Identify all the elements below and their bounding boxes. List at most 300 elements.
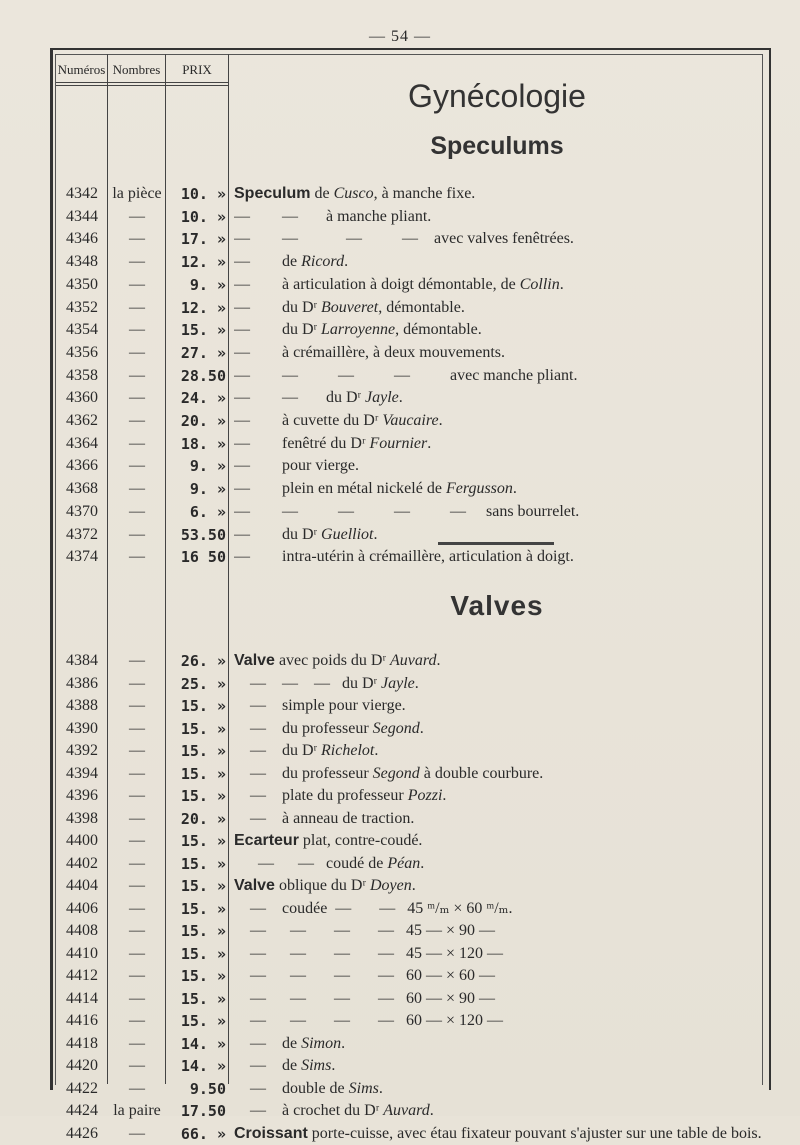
- desc-text: coudée — — 45 ᵐ/ₘ × 60 ᵐ/ₘ.: [270, 899, 513, 917]
- item-description: [234, 718, 764, 740]
- item-quantity: —: [129, 343, 145, 361]
- desc-text: oblique du Dʳ: [274, 877, 370, 894]
- desc-prefix: —: [234, 989, 270, 1007]
- desc-text: — — — 60 — × 60 —: [270, 967, 496, 984]
- desc-text: — — du Dʳ: [270, 674, 382, 692]
- item-description: [234, 1055, 764, 1077]
- item-price: 66. »: [180, 1124, 226, 1143]
- item-number: 4404: [66, 877, 98, 894]
- item-description: [234, 740, 764, 762]
- table-row: [56, 1010, 766, 1032]
- desc-text: plein en métal nickelé de: [254, 480, 446, 498]
- desc-prefix: —: [234, 1034, 270, 1052]
- item-quantity: —: [129, 944, 145, 962]
- item-quantity: —: [129, 989, 145, 1007]
- table-row: [56, 342, 766, 364]
- table-row: [56, 718, 766, 740]
- desc-text: fenêtré du Dʳ: [254, 434, 370, 452]
- desc-suffix: .: [420, 854, 425, 872]
- desc-prefix: —: [234, 1079, 270, 1097]
- table-row: [56, 853, 766, 875]
- item-number: 4350: [66, 275, 98, 293]
- desc-text: — — — 45 — × 120 —: [270, 944, 504, 962]
- item-number: 4414: [66, 989, 98, 1007]
- item-price: 14. »: [180, 1057, 226, 1075]
- desc-text: — — — — sans bourrelet.: [254, 502, 580, 520]
- desc-italic: Richelot: [321, 742, 375, 759]
- desc-bold: Croissant: [234, 1124, 308, 1142]
- item-number: 4426: [66, 1124, 98, 1142]
- desc-prefix: —: [234, 253, 254, 271]
- item-description: [234, 1123, 764, 1145]
- table-row: [56, 740, 766, 762]
- item-number: 4356: [66, 343, 98, 361]
- desc-suffix: .: [344, 253, 349, 271]
- item-quantity: —: [129, 230, 145, 248]
- item-price: 12. »: [180, 253, 226, 272]
- item-description: [234, 524, 764, 546]
- desc-bold: Valve: [234, 877, 275, 894]
- desc-prefix: —: [234, 343, 254, 361]
- desc-italic: Fournier: [369, 434, 428, 452]
- table-row: [56, 478, 766, 500]
- item-price: 12. »: [180, 298, 226, 317]
- item-price: 15. »: [180, 832, 226, 850]
- item-description: [234, 650, 764, 672]
- item-quantity: —: [129, 742, 145, 759]
- item-price: 15. »: [180, 697, 226, 715]
- item-description: [234, 1100, 764, 1122]
- item-price: 15. »: [180, 787, 226, 805]
- item-quantity: —: [129, 1057, 145, 1074]
- item-quantity: —: [129, 457, 145, 475]
- item-description: [234, 695, 764, 717]
- desc-text: plate du professeur: [270, 787, 408, 804]
- item-description: [234, 763, 764, 785]
- item-number: 4362: [66, 412, 98, 429]
- table-row: [56, 297, 766, 319]
- desc-italic: Vaucaire: [382, 412, 439, 429]
- desc-suffix: .: [341, 1034, 346, 1052]
- desc-text: — — — 60 — × 90 —: [270, 989, 496, 1007]
- item-quantity: —: [129, 1124, 145, 1142]
- item-number: 4422: [66, 1079, 98, 1097]
- desc-italic: Guelliot: [321, 525, 374, 543]
- item-price: 28.50: [180, 366, 226, 385]
- desc-text: du Dʳ: [254, 321, 322, 339]
- item-number: 4416: [66, 1012, 98, 1029]
- item-quantity: —: [129, 1079, 145, 1097]
- item-number: 4364: [66, 434, 98, 452]
- item-description: [234, 319, 764, 341]
- desc-prefix: —: [234, 854, 278, 872]
- desc-prefix: —: [234, 674, 270, 692]
- desc-italic: Doyen: [369, 877, 412, 894]
- item-number: 4394: [66, 764, 98, 782]
- item-quantity: —: [129, 652, 145, 669]
- desc-suffix: .: [398, 389, 403, 407]
- item-quantity: —: [129, 207, 145, 225]
- table-row: [56, 546, 766, 568]
- desc-suffix: .: [438, 412, 443, 429]
- item-description: [234, 1033, 764, 1055]
- desc-prefix: —: [234, 321, 254, 339]
- item-quantity: la pièce: [112, 185, 162, 202]
- item-quantity: —: [129, 298, 145, 316]
- desc-prefix: —: [234, 548, 254, 566]
- item-quantity: —: [129, 412, 145, 429]
- item-price: 14. »: [180, 1034, 226, 1053]
- desc-italic: Auvard: [383, 1102, 430, 1119]
- item-number: 4354: [66, 321, 98, 339]
- table-row: [56, 830, 766, 852]
- item-quantity: —: [129, 967, 145, 984]
- item-description: [234, 183, 764, 205]
- desc-bold: Valve: [234, 652, 275, 669]
- item-quantity: —: [129, 366, 145, 384]
- item-quantity: —: [129, 697, 145, 714]
- item-quantity: —: [129, 253, 145, 271]
- desc-prefix: —: [234, 389, 254, 407]
- desc-suffix: .: [373, 525, 378, 543]
- section-title-valves: Valves: [450, 590, 544, 621]
- item-price: 16 50: [180, 548, 226, 567]
- item-number: 4424: [66, 1102, 98, 1119]
- desc-bold: Ecarteur: [234, 832, 299, 849]
- item-number: 4392: [66, 742, 98, 759]
- item-quantity: —: [129, 548, 145, 566]
- item-number: 4344: [66, 207, 98, 225]
- item-quantity: la paire: [113, 1102, 161, 1119]
- item-quantity: —: [129, 809, 145, 827]
- item-price: 18. »: [180, 434, 226, 453]
- item-description: [234, 387, 764, 409]
- desc-italic: Segond: [372, 764, 420, 782]
- desc-prefix: —: [234, 275, 254, 293]
- item-quantity: —: [129, 434, 145, 452]
- table-row: [56, 410, 766, 432]
- table-row: [56, 274, 766, 296]
- item-description: [234, 988, 764, 1010]
- desc-text: — à manche pliant.: [254, 207, 432, 225]
- item-description: [234, 673, 764, 695]
- desc-text: intra-utérin à crémaillère, articulation à doigt.: [254, 548, 574, 566]
- table-row: [56, 875, 766, 897]
- desc-prefix: —: [234, 1102, 270, 1119]
- item-price: 26. »: [180, 652, 226, 670]
- item-number: 4346: [66, 230, 98, 248]
- desc-italic: Bouveret: [321, 298, 379, 316]
- desc-text: à anneau de traction.: [270, 809, 415, 827]
- item-description: [234, 206, 764, 228]
- desc-text: de: [310, 185, 334, 202]
- item-price: 15. »: [180, 854, 226, 873]
- item-number: 4366: [66, 457, 98, 475]
- item-price: 15. »: [180, 321, 226, 340]
- item-quantity: —: [129, 787, 145, 804]
- desc-suffix: , démontable.: [378, 298, 465, 316]
- table-row: [56, 206, 766, 228]
- desc-text: du Dʳ: [254, 525, 322, 543]
- item-price: 20. »: [180, 809, 226, 828]
- table-row: [56, 965, 766, 987]
- item-description: [234, 875, 764, 897]
- desc-suffix: .: [427, 434, 432, 452]
- item-number: 4408: [66, 922, 98, 939]
- desc-text: plat, contre-coudé.: [298, 832, 423, 849]
- desc-prefix: —: [234, 967, 270, 984]
- item-number: 4360: [66, 389, 98, 407]
- item-quantity: —: [129, 922, 145, 939]
- desc-italic: Larroyenne: [321, 321, 396, 339]
- item-price: 15. »: [180, 989, 226, 1008]
- desc-text: de: [270, 1057, 302, 1074]
- table-row: [56, 228, 766, 250]
- desc-text: à cuvette du Dʳ: [254, 412, 383, 429]
- item-number: 4374: [66, 548, 98, 566]
- desc-italic: Auvard: [389, 652, 437, 669]
- header-numeros: Numéros: [57, 62, 106, 77]
- desc-suffix: .: [512, 480, 517, 498]
- desc-italic: Pozzi: [407, 787, 443, 804]
- desc-text: à crochet du Dʳ: [270, 1102, 384, 1119]
- desc-prefix: —: [234, 207, 254, 225]
- item-number: 4384: [66, 652, 98, 669]
- table-row: [56, 808, 766, 830]
- desc-suffix: .: [378, 1079, 383, 1097]
- desc-text: — — — avec valves fenêtrées.: [254, 230, 574, 248]
- desc-text: de: [270, 1034, 302, 1052]
- item-price: 9.50: [189, 1079, 226, 1098]
- desc-text: porte-cuisse, avec étau fixateur pouvant s'ajuster sur une table de bois.: [307, 1124, 762, 1142]
- desc-text: — du Dʳ: [254, 389, 366, 407]
- desc-text: simple pour vierge.: [270, 697, 406, 714]
- item-price: 6. »: [189, 502, 226, 521]
- item-number: 4390: [66, 719, 98, 737]
- item-quantity: —: [129, 275, 145, 293]
- item-quantity: —: [129, 764, 145, 782]
- section-title-speculums: Speculums: [430, 132, 564, 160]
- item-quantity: —: [129, 719, 145, 737]
- desc-prefix: —: [234, 457, 254, 475]
- item-number: 4386: [66, 674, 98, 692]
- item-quantity: —: [129, 502, 145, 520]
- table-row: [56, 1078, 766, 1100]
- item-price: 27. »: [180, 343, 226, 362]
- item-number: 4398: [66, 809, 98, 827]
- desc-italic: Cusco: [333, 185, 374, 202]
- item-description: [234, 410, 764, 432]
- item-number: 4342: [66, 185, 98, 202]
- item-number: 4368: [66, 480, 98, 498]
- desc-italic: Ricord: [301, 253, 345, 271]
- desc-text: à crémaillère, à deux mouvements.: [254, 343, 506, 361]
- item-number: 4372: [66, 525, 98, 543]
- item-number: 4388: [66, 697, 98, 714]
- desc-prefix: —: [234, 1057, 270, 1074]
- desc-text: avec poids du Dʳ: [274, 652, 390, 669]
- item-description: [234, 965, 764, 987]
- item-price: 9. »: [189, 275, 226, 294]
- item-number: 4410: [66, 944, 98, 962]
- item-description: [234, 478, 764, 500]
- desc-prefix: —: [234, 809, 270, 827]
- desc-text: du professeur: [270, 764, 373, 782]
- desc-italic: Jayle: [365, 389, 399, 407]
- item-description: [234, 898, 764, 920]
- desc-suffix: .: [559, 275, 564, 293]
- desc-prefix: —: [234, 787, 270, 804]
- table-row: [56, 988, 766, 1010]
- item-description: [234, 546, 764, 568]
- item-description: [234, 365, 764, 387]
- desc-prefix: —: [234, 298, 254, 316]
- item-price: 15. »: [180, 944, 226, 963]
- table-row: [56, 319, 766, 341]
- item-price: 15. »: [180, 742, 226, 760]
- desc-text: du Dʳ: [254, 298, 322, 316]
- desc-italic: Sims: [348, 1079, 379, 1097]
- desc-text: — — — 60 — × 120 —: [270, 1012, 504, 1029]
- desc-bold: Speculum: [234, 185, 311, 202]
- item-price: 53.50: [180, 525, 226, 544]
- item-description: [234, 455, 764, 477]
- desc-suffix: .: [419, 719, 424, 737]
- item-price: 9. »: [189, 480, 226, 499]
- item-number: 4400: [66, 832, 98, 849]
- desc-prefix: —: [234, 412, 254, 429]
- item-price: 9. »: [189, 457, 226, 476]
- desc-suffix: .: [331, 1057, 336, 1074]
- desc-text: double de: [270, 1079, 349, 1097]
- item-number: 4420: [66, 1057, 98, 1074]
- item-quantity: —: [129, 389, 145, 407]
- table-row: [56, 1033, 766, 1055]
- table-row: [56, 650, 766, 672]
- desc-text: à articulation à doigt démontable, de: [254, 275, 520, 293]
- item-description: [234, 251, 764, 273]
- desc-text: — — — 45 — × 90 —: [270, 922, 496, 939]
- desc-suffix: , démontable.: [395, 321, 482, 339]
- item-description: [234, 433, 764, 455]
- table-row: [56, 785, 766, 807]
- item-price: 15. »: [180, 899, 226, 918]
- desc-text: pour vierge.: [254, 457, 360, 475]
- desc-prefix: —: [234, 230, 254, 248]
- table-row: [56, 898, 766, 920]
- table-row: [56, 455, 766, 477]
- desc-italic: Jayle: [381, 674, 415, 692]
- desc-prefix: —: [234, 434, 254, 452]
- item-description: [234, 297, 764, 319]
- header-nombres: Nombres: [112, 62, 161, 77]
- item-description: [234, 785, 764, 807]
- desc-italic: Collin: [519, 275, 560, 293]
- desc-text: — coudé de: [278, 854, 388, 872]
- item-price: 10. »: [180, 185, 226, 203]
- desc-suffix: , à manche fixe.: [373, 185, 476, 202]
- item-price: 15. »: [180, 1012, 226, 1030]
- desc-prefix: —: [234, 480, 254, 498]
- desc-italic: Segond: [372, 719, 420, 737]
- desc-prefix: —: [234, 366, 254, 384]
- desc-prefix: —: [234, 922, 270, 939]
- desc-suffix: à double courbure.: [419, 764, 544, 782]
- table-row: [56, 365, 766, 387]
- item-number: 4402: [66, 854, 98, 872]
- desc-suffix: .: [414, 674, 419, 692]
- table-row: [56, 763, 766, 785]
- desc-prefix: —: [234, 742, 270, 759]
- table-row: [56, 183, 766, 205]
- table-row: [56, 1055, 766, 1077]
- item-description: [234, 920, 764, 942]
- desc-italic: Simon: [301, 1034, 342, 1052]
- item-description: [234, 830, 764, 852]
- item-price: 25. »: [180, 674, 226, 693]
- item-quantity: —: [129, 480, 145, 498]
- item-description: [234, 1010, 764, 1032]
- table-row: [56, 695, 766, 717]
- item-number: 4406: [66, 899, 98, 917]
- desc-text: du professeur: [270, 719, 373, 737]
- item-quantity: —: [129, 321, 145, 339]
- desc-italic: Fergusson: [445, 480, 513, 498]
- page-title: Gynécologie: [408, 78, 586, 114]
- desc-prefix: —: [234, 502, 254, 520]
- item-quantity: —: [129, 1012, 145, 1029]
- item-quantity: —: [129, 899, 145, 917]
- item-number: 4370: [66, 502, 98, 520]
- desc-prefix: —: [234, 525, 254, 543]
- item-number: 4352: [66, 298, 98, 316]
- item-price: 15. »: [180, 719, 226, 738]
- item-number: 4396: [66, 787, 98, 804]
- desc-prefix: —: [234, 944, 270, 962]
- item-price: 15. »: [180, 877, 226, 895]
- desc-text: — — — avec manche pliant.: [254, 366, 578, 384]
- table-row: [56, 1123, 766, 1145]
- item-description: [234, 808, 764, 830]
- desc-prefix: —: [234, 899, 270, 917]
- item-quantity: —: [129, 674, 145, 692]
- desc-suffix: .: [442, 787, 447, 804]
- header-prix: PRIX: [182, 62, 212, 77]
- item-description: [234, 943, 764, 965]
- table-row: [56, 251, 766, 273]
- item-quantity: —: [129, 525, 145, 543]
- item-description: [234, 228, 764, 250]
- table-row: [56, 920, 766, 942]
- page-number: — 54 —: [369, 28, 431, 45]
- desc-suffix: .: [429, 1102, 434, 1119]
- item-quantity: —: [129, 877, 145, 894]
- item-number: 4358: [66, 366, 98, 384]
- desc-suffix: .: [436, 652, 441, 669]
- item-price: 24. »: [180, 389, 226, 408]
- desc-text: de: [254, 253, 302, 271]
- desc-italic: Péan: [387, 854, 421, 872]
- table-row: [56, 673, 766, 695]
- item-price: 15. »: [180, 764, 226, 783]
- desc-prefix: —: [234, 697, 270, 714]
- item-price: 15. »: [180, 922, 226, 940]
- desc-suffix: .: [374, 742, 379, 759]
- table-row: [56, 387, 766, 409]
- table-row: [56, 433, 766, 455]
- item-price: 20. »: [180, 412, 226, 430]
- item-number: 4348: [66, 253, 98, 271]
